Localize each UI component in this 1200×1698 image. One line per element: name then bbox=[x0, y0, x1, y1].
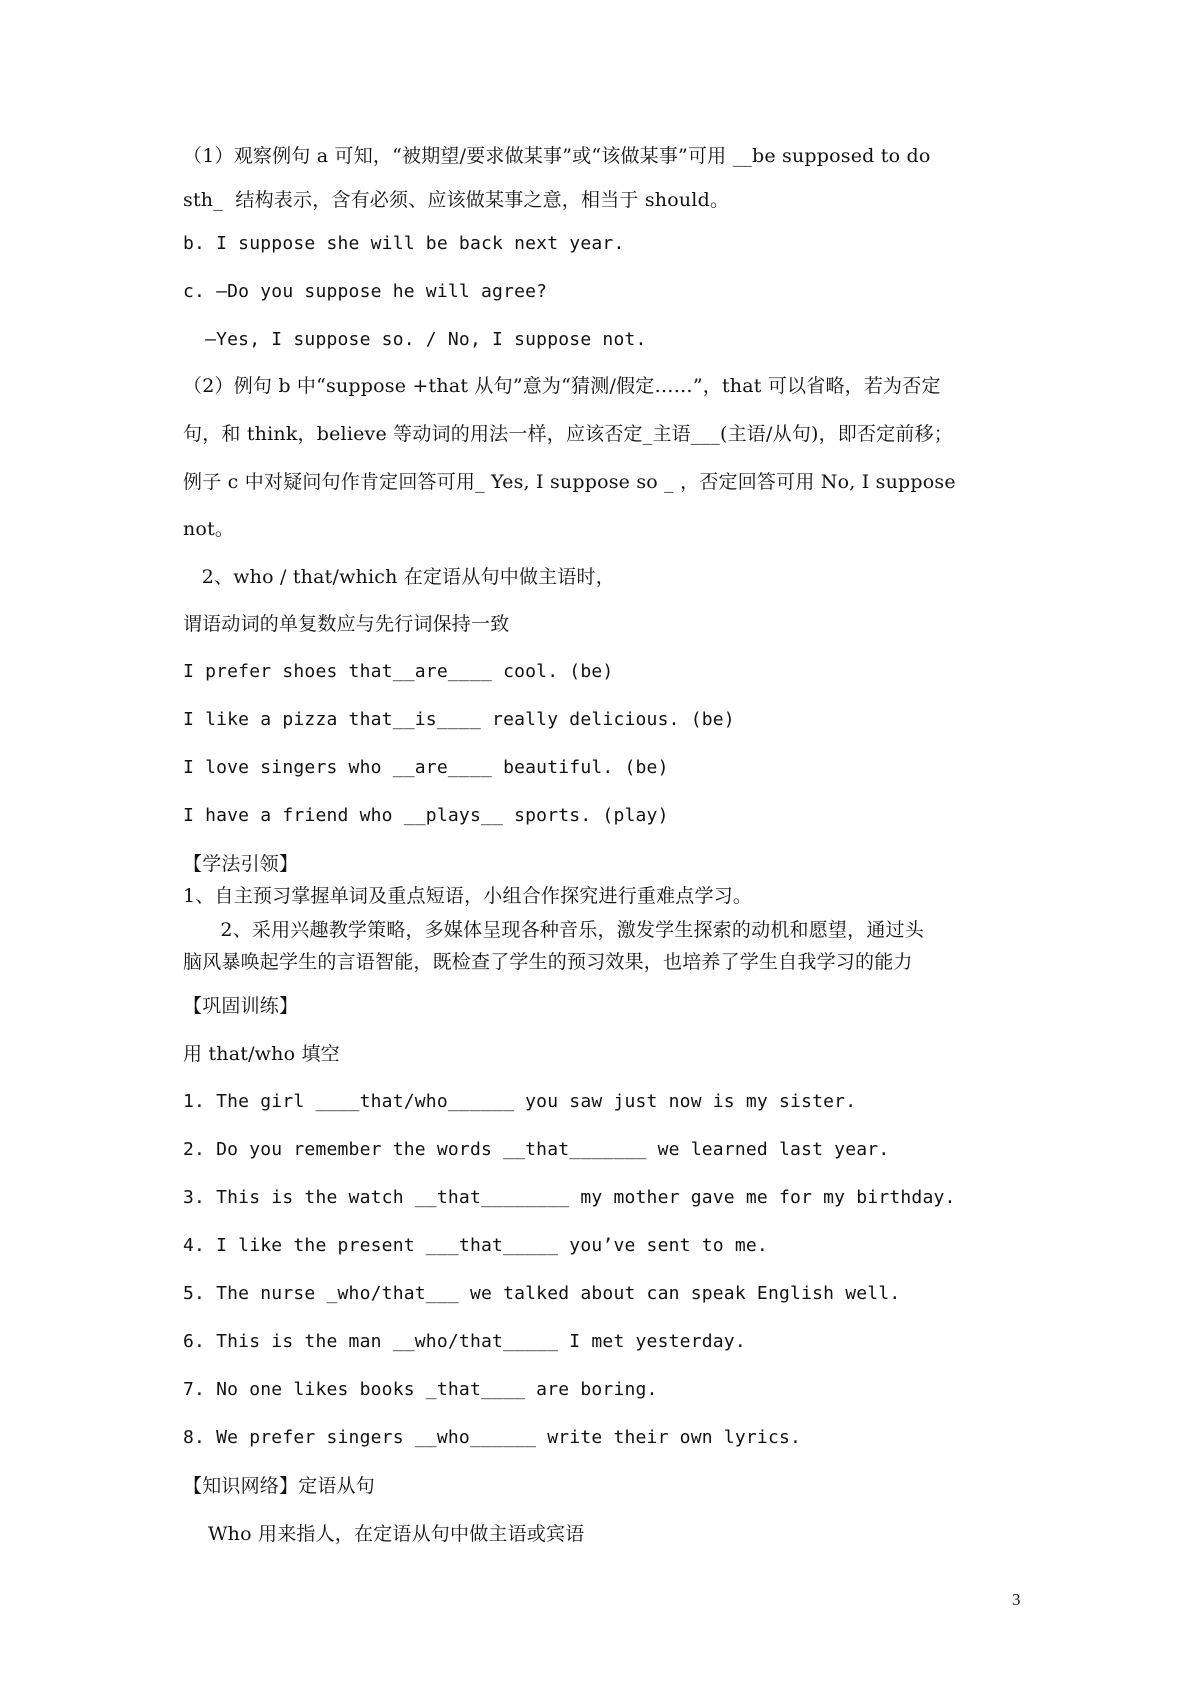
who-usage-note: Who 用来指人，在定语从句中做主语或宾语 bbox=[183, 1523, 585, 1545]
practice-item: 2. Do you remember the words __that_______ we learned last year. bbox=[183, 1139, 890, 1160]
example-b: b. I suppose she will be back next year. bbox=[183, 233, 625, 254]
note-2-line-4: not。 bbox=[183, 518, 235, 540]
practice-item: 8. We prefer singers __who______ write their own lyrics. bbox=[183, 1427, 802, 1448]
method-item-1: 1、自主预习掌握单词及重点短语，小组合作探究进行重难点学习。 bbox=[183, 885, 753, 907]
point-2-description: 谓语动词的单复数应与先行词保持一致 bbox=[183, 613, 510, 635]
example-c-question: c. —Do you suppose he will agree? bbox=[183, 281, 548, 302]
practice-item: 6. This is the man __who/that_____ I met yesterday. bbox=[183, 1331, 746, 1352]
agreement-example: I love singers who __are____ beautiful. (be) bbox=[183, 757, 669, 778]
knowledge-network-heading: 【知识网络】定语从句 bbox=[183, 1475, 376, 1497]
note-1-line-1: （1）观察例句 a 可知，“被期望/要求做某事”或“该做某事”可用 __be supposed to do bbox=[183, 145, 931, 167]
page-number: 3 bbox=[1012, 1590, 1021, 1609]
agreement-example: I have a friend who __plays__ sports. (play) bbox=[183, 805, 669, 826]
note-2-line-2: 句，和 think，believe 等动词的用法一样，应该否定_主语___(主语/从句)，即否定前移； bbox=[183, 423, 953, 445]
note-2-line-3: 例子 c 中对疑问句作肯定回答可用_ Yes, I suppose so _ ，否定回答可用 No, I suppose bbox=[183, 471, 956, 493]
practice-item: 3. This is the watch __that________ my mother gave me for my birthday. bbox=[183, 1187, 956, 1208]
practice-item: 5. The nurse _who/that___ we talked about can speak English well. bbox=[183, 1283, 901, 1304]
method-item-2-line-2: 脑风暴唤起学生的言语智能，既检查了学生的预习效果，也培养了学生自我学习的能力 bbox=[183, 951, 913, 973]
note-1-line-2: sth_ 结构表示，含有必须、应该做某事之意，相当于 should。 bbox=[183, 189, 730, 211]
agreement-example: I prefer shoes that__are____ cool. (be) bbox=[183, 661, 614, 682]
practice-instruction: 用 that/who 填空 bbox=[183, 1043, 340, 1065]
practice-item: 7. No one likes books _that____ are boring. bbox=[183, 1379, 658, 1400]
method-item-2-line-1: 2、采用兴趣教学策略，多媒体呈现各种音乐，激发学生探索的动机和愿望，通过头 bbox=[183, 919, 924, 941]
practice-item: 4. I like the present ___that_____ you’ve sent to me. bbox=[183, 1235, 768, 1256]
method-heading: 【学法引领】 bbox=[183, 853, 299, 875]
note-2-line-1: （2）例句 b 中“suppose +that 从句”意为“猜测/假定……”，that 可以省略，若为否定 bbox=[183, 375, 941, 397]
point-2-title: 2、who / that/which 在定语从句中做主语时， bbox=[183, 566, 615, 588]
example-c-answer: —Yes, I suppose so. / No, I suppose not. bbox=[183, 329, 647, 350]
practice-heading: 【巩固训练】 bbox=[183, 995, 299, 1017]
agreement-example: I like a pizza that__is____ really delicious. (be) bbox=[183, 709, 735, 730]
practice-item: 1. The girl ____that/who______ you saw just now is my sister. bbox=[183, 1091, 857, 1112]
